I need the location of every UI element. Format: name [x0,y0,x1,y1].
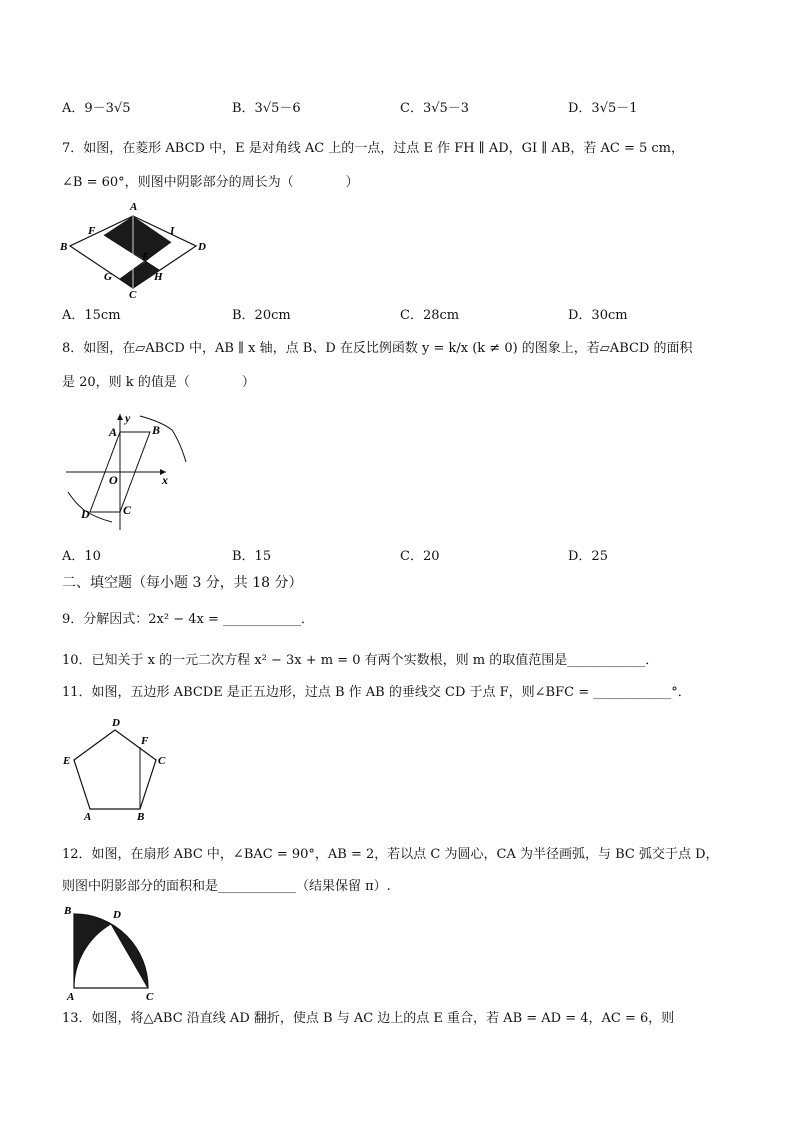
q7-option-c: C．28cm [400,308,460,323]
q8-stem-line1: 8．如图，在▱ABCD 中，AB ∥ x 轴，点 B、D 在反比例函数 y = k/x (k ≠ 0) 的图象上，若▱ABCD 的面积 [62,341,693,356]
q7-label-g: G [104,271,112,283]
q8-label-b: B [152,423,161,437]
q12-label-c: C [146,991,154,1002]
q8-label-a: A [109,425,118,439]
q11-label-c: C [158,755,166,767]
section-2-title: 二、填空题（每小题 3 分，共 18 分） [62,575,303,591]
q8-option-a: A．10 [62,549,101,564]
q7-option-a: A．15cm [62,308,121,323]
q7-label-h: H [154,271,163,283]
q12-label-a: A [67,991,75,1002]
q8-option-b: B．15 [232,549,272,564]
q12-chord-dc [111,924,148,988]
q7-label-c: C [129,289,137,298]
q9-stem: 9．分解因式：2x² − 4x = ____________． [62,612,315,627]
q12-label-b: B [64,905,72,917]
q12-label-d: D [113,909,121,921]
q11-stem: 11．如图，五边形 ABCDE 是正五边形，过点 B 作 AB 的垂线交 CD 于点 F，则∠BFC = ____________°． [62,685,691,700]
q7-stem-line2: ∠B = 60°，则图中阴影部分的周长为（ ） [62,175,359,190]
q6-option-b: B．3√5－6 [232,101,301,116]
q8-option-c: C．20 [400,549,440,564]
q7-option-d: D．30cm [568,308,628,323]
q12-sector-figure [62,902,166,1002]
q7-label-e: E [142,251,150,263]
q6-option-a: A．9－3√5 [62,101,131,116]
q8-label-o: O [109,473,118,487]
q7-label-d: D [198,241,206,253]
q12-shaded-region-1 [74,914,111,988]
q13-stem: 13．如图，将△ABC 沿直线 AD 翻折，使点 B 与 AC 边上的点 E 重合，若 AB = AD = 4，AC = 6，则 [62,1011,675,1026]
q8-option-d: D．25 [568,549,608,564]
q11-label-d: D [112,717,120,729]
q8-label-c: C [123,503,132,517]
q7-label-i: I [170,225,175,237]
q11-label-e: E [63,755,71,767]
q6-option-c: C．3√5－3 [400,101,470,116]
q8-coordinate-figure [62,410,192,535]
q7-stem-line1: 7．如图，在菱形 ABCD 中，E 是对角线 AC 上的一点，过点 E 作 FH ∥ AD，GI ∥ AB，若 AC = 5 cm， [62,141,685,156]
q11-label-b: B [137,811,145,823]
q11-pentagon-figure [62,714,178,824]
q6-option-d: D．3√5－1 [568,101,638,116]
q7-label-f: F [88,225,96,237]
q7-rhombus-figure [58,198,208,298]
q10-stem: 10．已知关于 x 的一元二次方程 x² − 3x + m = 0 有两个实数根，则 m 的取值范围是____________． [62,653,659,668]
q7-option-b: B．20cm [232,308,291,323]
q7-label-a: A [130,201,138,213]
q8-label-y: y [125,411,131,425]
q12-stem-line1: 12．如图，在扇形 ABC 中，∠BAC = 90°，AB = 2，若以点 C 为圆心，CA 为半径画弧，与 BC 弧交于点 D， [62,847,719,862]
q7-label-b: B [60,241,68,253]
q8-label-x: x [162,473,168,487]
q8-label-d: D [81,507,90,521]
q11-label-f: F [141,735,149,747]
q11-label-a: A [84,811,92,823]
q7-shaded-region-top [104,216,171,261]
q12-stem-line2: 则图中阴影部分的面积和是____________（结果保留 π）. [62,879,391,894]
q8-hyperbola-branch-2 [68,492,112,522]
q8-stem-line2: 是 20，则 k 的值是（ ） [62,375,255,390]
q8-y-axis-arrow [117,414,123,420]
